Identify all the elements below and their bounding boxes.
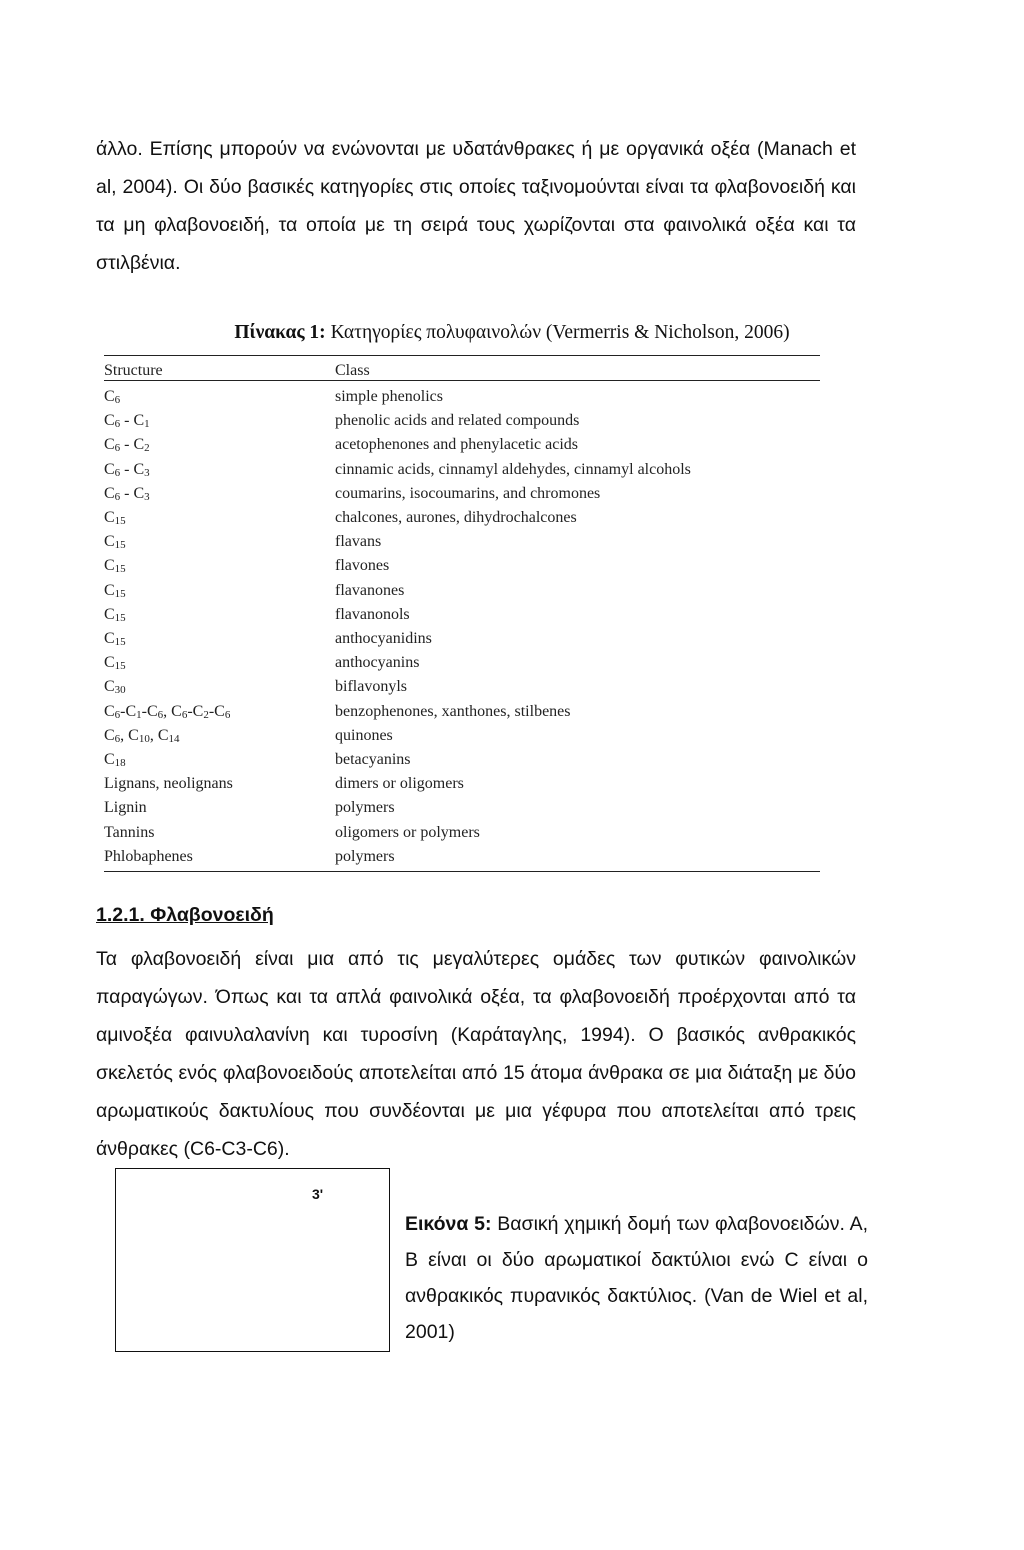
figure-caption-text: Βασική χημική δομή των φλαβονοειδών. Α, Β είναι οι δύο αρωματικοί δακτύλιοι ενώ C είναι ο ανθρακικός πυρανικός δακτύλιος. (Van de Wiel et al, 2001) [405, 1213, 869, 1343]
row-structure: $C_{15}$ [104, 533, 126, 552]
table-row [104, 482, 820, 506]
row-class: quinones [335, 726, 393, 744]
row-class: cinnamic acids, cinnamyl aldehydes, cinnamyl alcohols [335, 460, 691, 478]
row-structure: $C_{18}$ [104, 751, 126, 769]
row-class: anthocyanins [335, 654, 420, 672]
row-structure: $C_{15}$ [104, 581, 126, 600]
header-class: Class [335, 362, 370, 379]
table-bottom-rule [104, 871, 820, 872]
table-top-rule [104, 355, 820, 356]
row-structure: $C_6 - C_3$ [104, 484, 150, 503]
table-row [104, 385, 820, 409]
row-structure: $C_{15}$ [104, 630, 126, 648]
table-row [104, 579, 820, 603]
row-class: betacyanins [335, 751, 411, 768]
table-caption-text: Κατηγορίες πολυφαινολών (Vermerris & Nicholson, 2006) [325, 322, 790, 343]
row-class: simple phenolics [335, 388, 443, 405]
row-structure: $C_{15}$ [104, 654, 126, 673]
table-caption [0, 322, 1024, 344]
row-class: flavanones [335, 581, 405, 599]
table-row [104, 554, 820, 578]
table-row [104, 627, 820, 651]
table-row [104, 603, 820, 627]
row-structure: Phlobaphenes [104, 847, 193, 865]
row-structure: $C_{15}$ [104, 509, 126, 527]
figure-caption [405, 1206, 868, 1350]
row-class: polymers [335, 799, 395, 817]
figure-image-box [115, 1168, 390, 1352]
table-row [104, 675, 820, 699]
row-structure: Lignin [104, 799, 147, 817]
table-caption-label: Πίνακας 1: [234, 322, 326, 343]
table-row [104, 409, 820, 433]
table-header-rule [104, 380, 820, 381]
table-header [104, 362, 820, 380]
table-row [104, 530, 820, 554]
table-row [104, 433, 820, 457]
intro-paragraph: άλλο. Επίσης μπορούν να ενώνονται με υδατάνθρακες ή με οργανικά οξέα (Manach et al, 2004). Οι δύο βασικές κατηγορίες στις οποίες ταξινομούνται είναι τα φλαβονοειδή και τα μη φλαβονοειδή, τα οποία με τη σειρά τους χωρίζονται στα φαινολικά οξέα και τα στιλβένια. [96, 138, 856, 274]
row-structure: $C_{30}$ [104, 678, 126, 697]
row-structure: Lignans, neolignans [104, 775, 233, 793]
row-structure: $C_6 - C_1$ [104, 412, 150, 431]
row-structure: $C_6$ [104, 388, 121, 406]
header-structure: Structure [104, 362, 163, 379]
row-class: phenolic acids and related compounds [335, 412, 580, 430]
row-class: polymers [335, 847, 395, 865]
figure-caption-label: Εικόνα 5: [405, 1213, 492, 1235]
table-row [104, 772, 820, 796]
table-row [104, 821, 820, 845]
row-class: flavones [335, 557, 390, 575]
row-structure: $C_6-C_1-C_6$, $C_6-C_2-C_6$ [104, 702, 231, 721]
row-structure: $C_{15}$ [104, 605, 126, 624]
row-structure: $C_{15}$ [104, 557, 126, 576]
section-heading: 1.2.1. Φλαβονοειδή [96, 904, 274, 926]
table-row [104, 506, 820, 530]
row-structure: $C_6$, $C_{10}$, $C_{14}$ [104, 726, 180, 745]
section-paragraph: Τα φλαβονοειδή είναι μια από τις μεγαλύτερες ομάδες των φυτικών φαινολικών παραγώγων. Όπως και τα απλά φαινολικά οξέα, τα φλαβονοειδή προέρχονται από τα αμινοξέα φαινυλαλανίνη και τυροσίνη (Καράταγλης, 1994). Ο βασικός ανθρακικός σκελετός ενός φλαβονοειδούς αποτελείται από 15 άτομα άνθρακα σε μια διάταξη με δύο αρωματικούς δακτυλίους που συνδέονται με μια γέφυρα που αποτελείται από τρεις άνθρακες (C6-C3-C6). [96, 948, 856, 1160]
table-row [104, 700, 820, 724]
row-structure: Tannins [104, 823, 155, 841]
row-class: dimers or oligomers [335, 775, 464, 793]
table-row [104, 651, 820, 675]
table-row [104, 845, 820, 869]
row-class: acetophenones and phenylacetic acids [335, 436, 578, 454]
row-class: biflavonyls [335, 678, 407, 696]
row-class: flavanonols [335, 605, 410, 623]
row-structure: $C_6 - C_3$ [104, 460, 150, 479]
table-row [104, 724, 820, 748]
table-row [104, 796, 820, 820]
row-structure: $C_6 - C_2$ [104, 436, 150, 455]
row-class: benzophenones, xanthones, stilbenes [335, 702, 571, 720]
row-class: chalcones, aurones, dihydrochalcones [335, 509, 577, 526]
row-class: oligomers or polymers [335, 823, 480, 841]
row-class: coumarins, isocoumarins, and chromones [335, 484, 601, 502]
row-class: anthocyanidins [335, 630, 432, 647]
table-row [104, 458, 820, 482]
table-row [104, 748, 820, 772]
figure-ring-label: 3' [312, 1186, 324, 1202]
row-class: flavans [335, 533, 382, 551]
